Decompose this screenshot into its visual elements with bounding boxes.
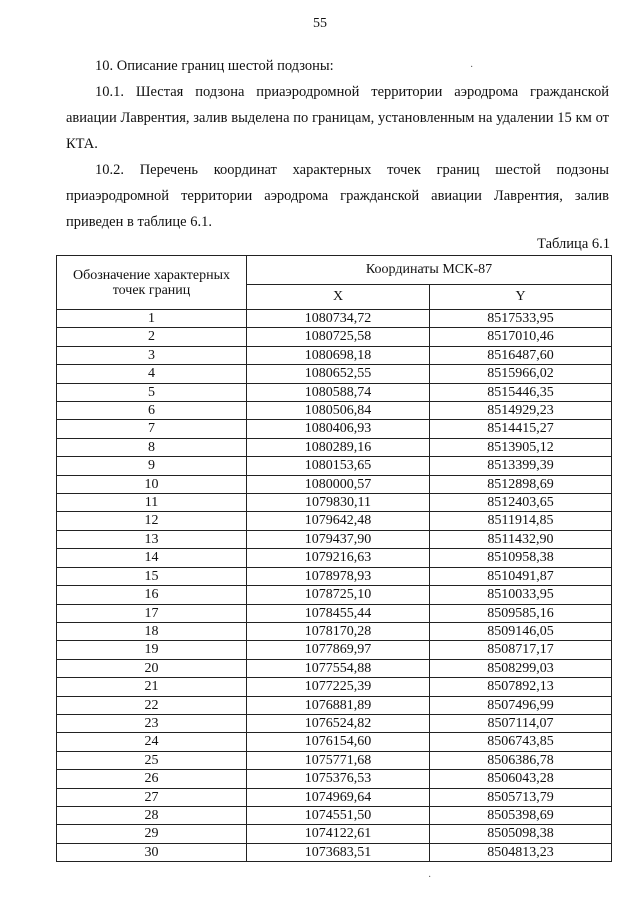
table-row <box>57 641 612 659</box>
coord-x-cell: 1079216,63 <box>247 549 430 567</box>
coord-y-cell: 8512403,65 <box>430 494 612 512</box>
coord-y-cell: 8513905,12 <box>430 438 612 456</box>
coord-y-cell: 8511914,85 <box>430 512 612 530</box>
section-title: 10. Описание границ шестой подзоны: <box>95 58 334 74</box>
coord-y-cell: 8505398,69 <box>430 806 612 824</box>
point-number-cell: 10 <box>57 475 247 493</box>
header-x: X <box>247 285 430 310</box>
point-number-cell: 19 <box>57 641 247 659</box>
table-row <box>57 457 612 475</box>
coord-y-cell: 8515966,02 <box>430 365 612 383</box>
coord-y-cell: 8505098,38 <box>430 825 612 843</box>
coord-x-cell: 1079437,90 <box>247 530 430 548</box>
coord-x-cell: 1075771,68 <box>247 751 430 769</box>
point-number-cell: 20 <box>57 659 247 677</box>
table-caption: Таблица 6.1 <box>537 236 610 252</box>
coord-x-cell: 1080588,74 <box>247 383 430 401</box>
table-row <box>57 770 612 788</box>
point-number-cell: 22 <box>57 696 247 714</box>
table-row <box>57 714 612 732</box>
point-number-cell: 21 <box>57 678 247 696</box>
header-coordinates: Координаты МСК-87 <box>247 256 612 285</box>
table-row <box>57 604 612 622</box>
coord-x-cell: 1080506,84 <box>247 402 430 420</box>
table-row <box>57 310 612 328</box>
coord-y-cell: 8506386,78 <box>430 751 612 769</box>
coord-x-cell: 1075376,53 <box>247 770 430 788</box>
coord-x-cell: 1077869,97 <box>247 641 430 659</box>
coord-y-cell: 8504813,23 <box>430 843 612 861</box>
point-number-cell: 29 <box>57 825 247 843</box>
coord-x-cell: 1080000,57 <box>247 475 430 493</box>
table-row <box>57 806 612 824</box>
coord-x-cell: 1074551,50 <box>247 806 430 824</box>
table-row <box>57 659 612 677</box>
coord-y-cell: 8514929,23 <box>430 402 612 420</box>
point-number-cell: 12 <box>57 512 247 530</box>
table-row <box>57 402 612 420</box>
coord-y-cell: 8508299,03 <box>430 659 612 677</box>
coord-y-cell: 8506743,85 <box>430 733 612 751</box>
coord-x-cell: 1080698,18 <box>247 346 430 364</box>
coord-y-cell: 8510958,38 <box>430 549 612 567</box>
paragraph-10-1-text: 10.1. Шестая подзона приаэродромной территории аэродрома гражданской авиации Лаврентия, залив выделена по границам, установленным на удалении 15 км от КТА. <box>66 84 609 152</box>
coord-x-cell: 1073683,51 <box>247 843 430 861</box>
coord-y-cell: 8506043,28 <box>430 770 612 788</box>
coord-x-cell: 1074969,64 <box>247 788 430 806</box>
coord-x-cell: 1080734,72 <box>247 310 430 328</box>
table-row <box>57 383 612 401</box>
point-number-cell: 1 <box>57 310 247 328</box>
coord-x-cell: 1080725,58 <box>247 328 430 346</box>
point-number-cell: 25 <box>57 751 247 769</box>
coord-x-cell: 1080652,55 <box>247 365 430 383</box>
table-header-row <box>57 256 612 285</box>
coord-x-cell: 1080153,65 <box>247 457 430 475</box>
coord-x-cell: 1074122,61 <box>247 825 430 843</box>
table-row <box>57 678 612 696</box>
point-number-cell: 8 <box>57 438 247 456</box>
coord-x-cell: 1080289,16 <box>247 438 430 456</box>
point-number-cell: 11 <box>57 494 247 512</box>
point-number-cell: 27 <box>57 788 247 806</box>
table-row <box>57 696 612 714</box>
coord-y-cell: 8505713,79 <box>430 788 612 806</box>
scan-speck: · <box>428 872 432 883</box>
coord-x-cell: 1076524,82 <box>247 714 430 732</box>
coord-x-cell: 1077554,88 <box>247 659 430 677</box>
coord-y-cell: 8517533,95 <box>430 310 612 328</box>
point-number-cell: 7 <box>57 420 247 438</box>
table-row <box>57 512 612 530</box>
table-row <box>57 733 612 751</box>
point-number-cell: 13 <box>57 530 247 548</box>
table-row <box>57 751 612 769</box>
coord-x-cell: 1080406,93 <box>247 420 430 438</box>
coord-y-cell: 8509146,05 <box>430 622 612 640</box>
coord-x-cell: 1078978,93 <box>247 567 430 585</box>
point-number-cell: 3 <box>57 346 247 364</box>
table-row <box>57 346 612 364</box>
point-number-cell: 18 <box>57 622 247 640</box>
point-number-cell: 23 <box>57 714 247 732</box>
page-number: 55 <box>313 16 327 31</box>
point-number-cell: 6 <box>57 402 247 420</box>
point-number-cell: 4 <box>57 365 247 383</box>
table-row <box>57 843 612 861</box>
table-row <box>57 328 612 346</box>
coord-y-cell: 8510491,87 <box>430 567 612 585</box>
table-row <box>57 420 612 438</box>
coord-y-cell: 8516487,60 <box>430 346 612 364</box>
point-number-cell: 9 <box>57 457 247 475</box>
table-row <box>57 788 612 806</box>
coord-y-cell: 8512898,69 <box>430 475 612 493</box>
coord-y-cell: 8511432,90 <box>430 530 612 548</box>
coordinates-table <box>56 255 612 862</box>
table-row <box>57 622 612 640</box>
coord-x-cell: 1079830,11 <box>247 494 430 512</box>
table-row <box>57 438 612 456</box>
point-number-cell: 26 <box>57 770 247 788</box>
point-number-cell: 14 <box>57 549 247 567</box>
coord-y-cell: 8513399,39 <box>430 457 612 475</box>
coord-x-cell: 1077225,39 <box>247 678 430 696</box>
coord-y-cell: 8509585,16 <box>430 604 612 622</box>
point-number-cell: 24 <box>57 733 247 751</box>
coord-x-cell: 1076154,60 <box>247 733 430 751</box>
coord-x-cell: 1078455,44 <box>247 604 430 622</box>
paragraph-10-1 <box>66 79 609 157</box>
coord-x-cell: 1079642,48 <box>247 512 430 530</box>
coord-x-cell: 1076881,89 <box>247 696 430 714</box>
table-row <box>57 549 612 567</box>
table-row <box>57 825 612 843</box>
table-row <box>57 567 612 585</box>
paragraph-10-2-text: 10.2. Перечень координат характерных точек границ шестой подзоны приаэродромной территории аэродрома гражданской авиации Лаврентия, залив приведен в таблице 6.1. <box>66 162 609 230</box>
table-row <box>57 530 612 548</box>
coord-x-cell: 1078170,28 <box>247 622 430 640</box>
point-number-cell: 15 <box>57 567 247 585</box>
point-number-cell: 28 <box>57 806 247 824</box>
coord-y-cell: 8508717,17 <box>430 641 612 659</box>
table-row <box>57 475 612 493</box>
point-number-cell: 16 <box>57 586 247 604</box>
coord-x-cell: 1078725,10 <box>247 586 430 604</box>
table-row <box>57 494 612 512</box>
coord-y-cell: 8510033,95 <box>430 586 612 604</box>
coord-y-cell: 8507892,13 <box>430 678 612 696</box>
paragraph-10-2 <box>66 157 609 235</box>
coord-y-cell: 8514415,27 <box>430 420 612 438</box>
point-number-cell: 30 <box>57 843 247 861</box>
table-row <box>57 365 612 383</box>
table-body <box>57 310 612 862</box>
scan-speck: · <box>470 62 474 73</box>
coord-y-cell: 8515446,35 <box>430 383 612 401</box>
coord-y-cell: 8507114,07 <box>430 714 612 732</box>
coord-y-cell: 8517010,46 <box>430 328 612 346</box>
coord-y-cell: 8507496,99 <box>430 696 612 714</box>
point-number-cell: 5 <box>57 383 247 401</box>
header-y: Y <box>430 285 612 310</box>
point-number-cell: 2 <box>57 328 247 346</box>
table-row <box>57 586 612 604</box>
point-number-cell: 17 <box>57 604 247 622</box>
header-designation: Обозначение характерных точек границ <box>57 256 247 310</box>
